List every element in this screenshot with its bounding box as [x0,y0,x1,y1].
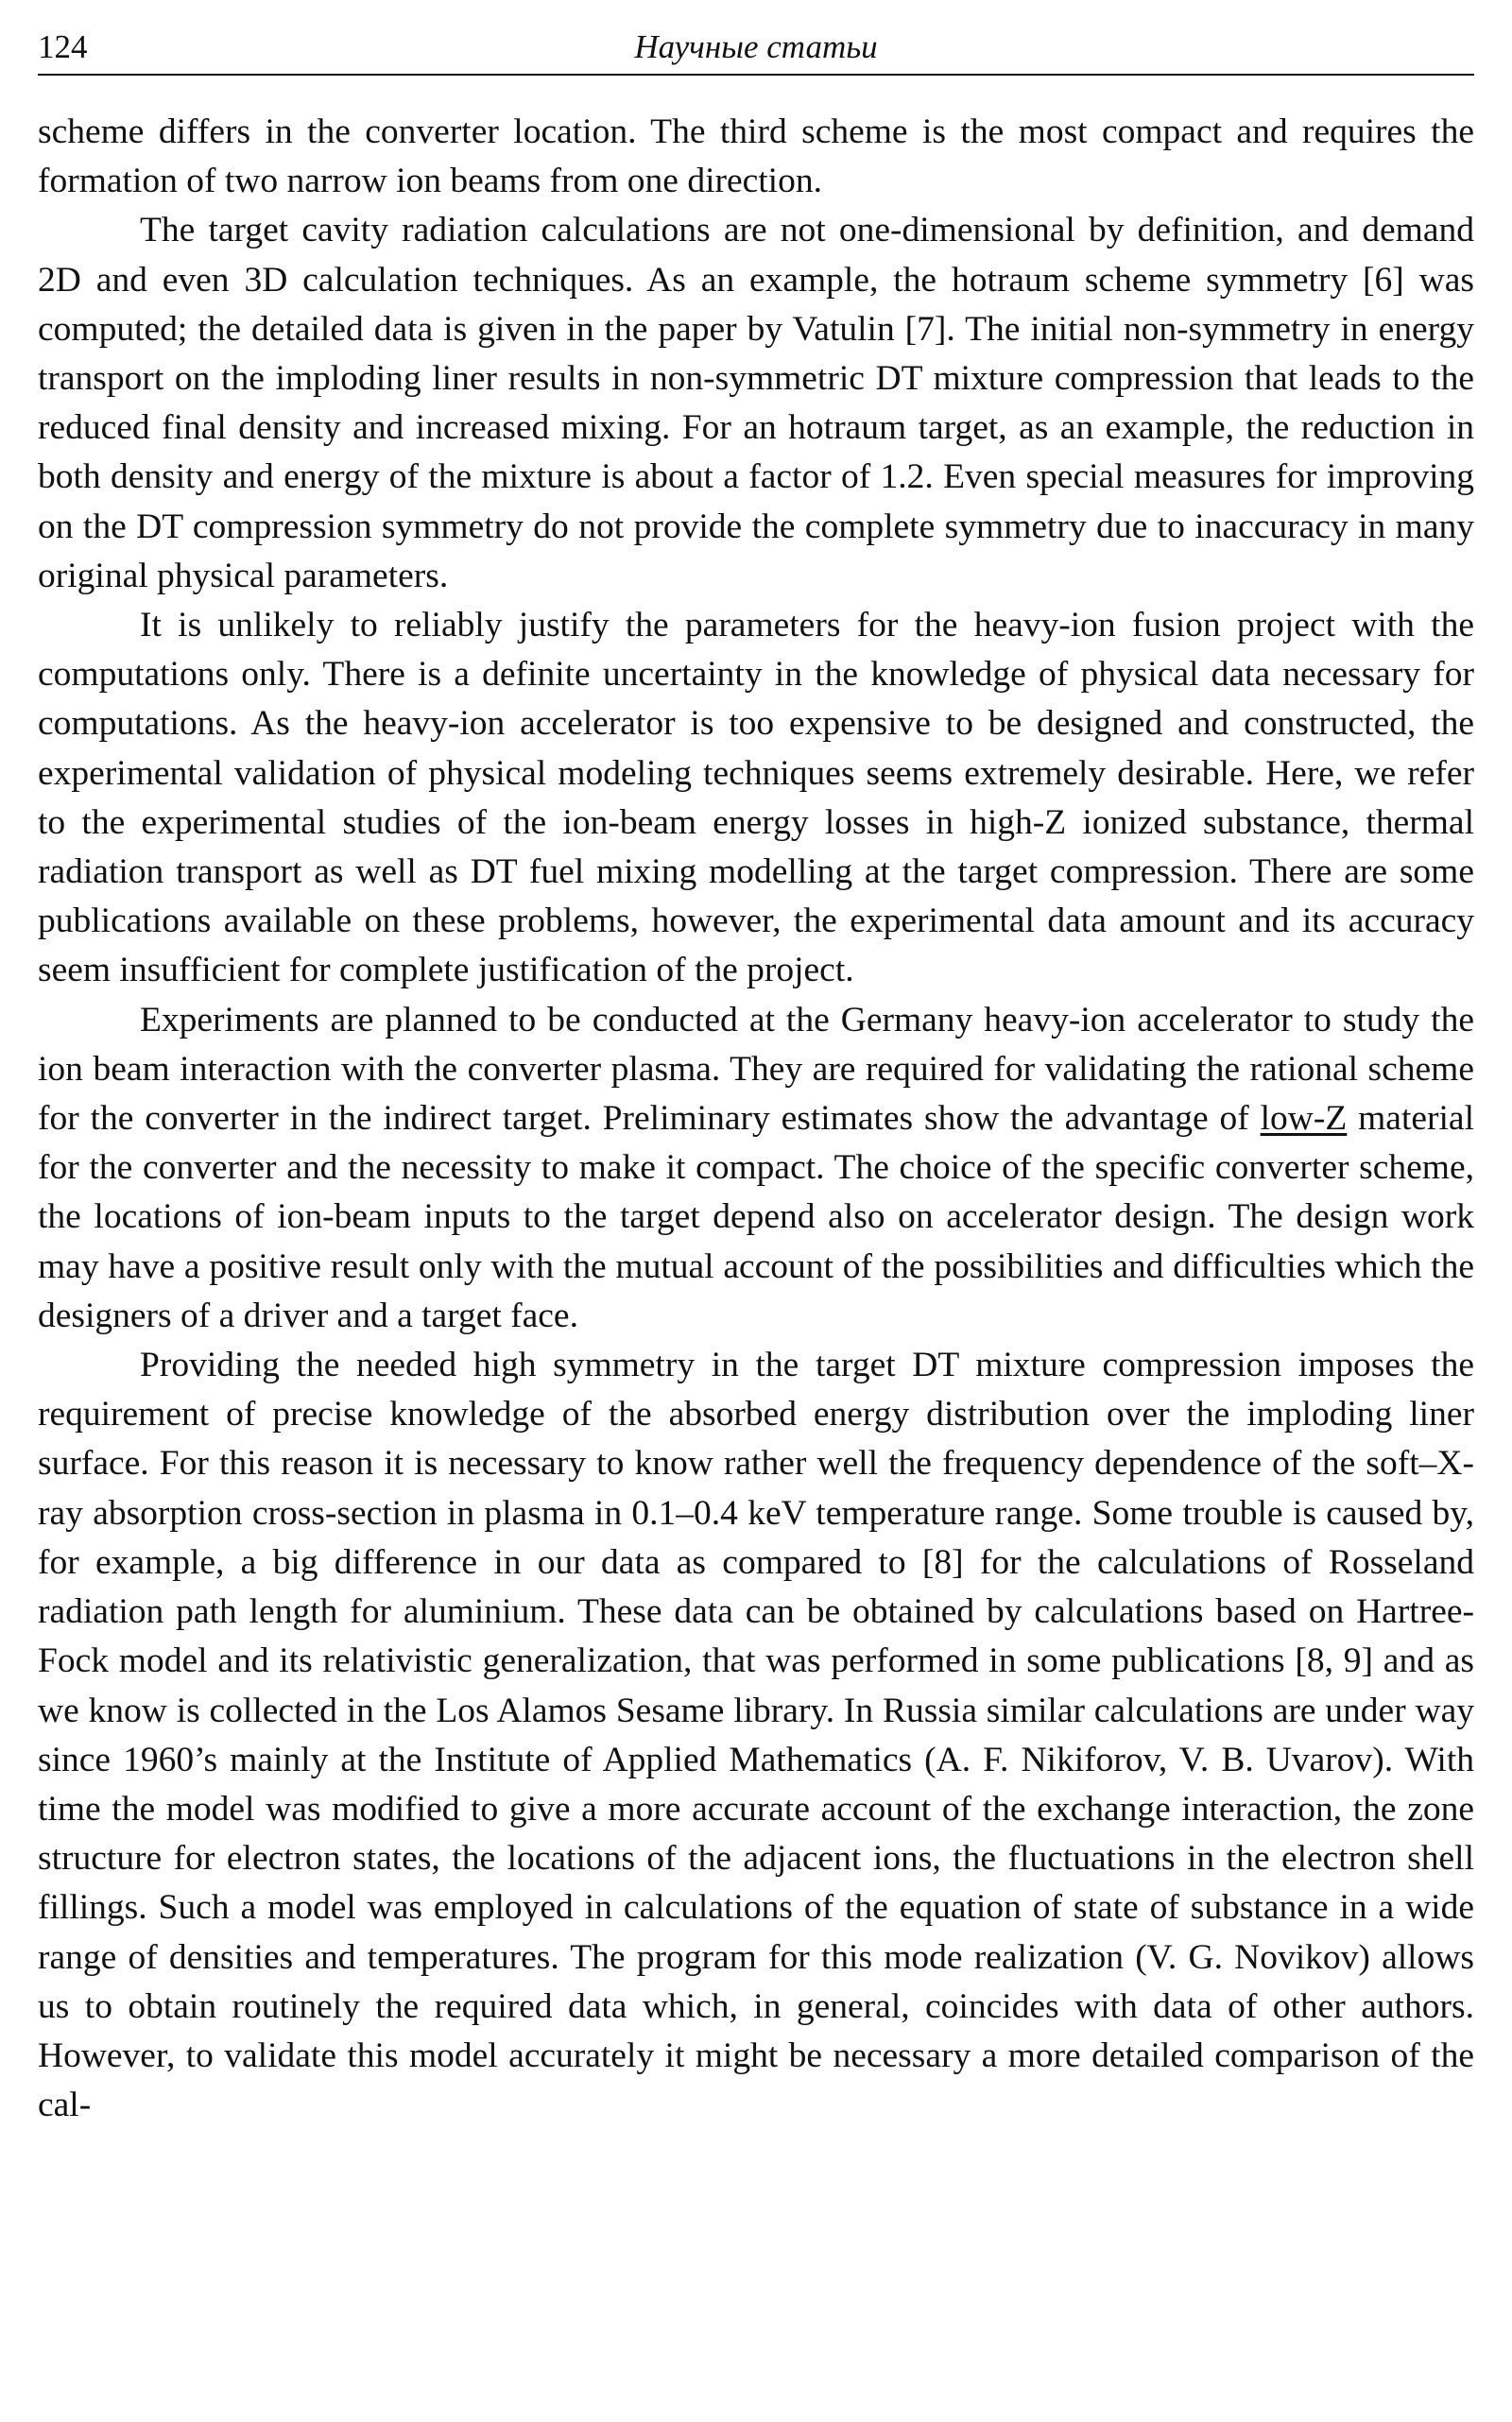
paragraph-symmetry: Providing the needed high symmetry in the target DT mixture compression imposes the requirement of precise knowledge of the absorbed energy distribution over the imploding liner surface. For this reason it is necessary to know rather well the frequency dependence of the soft–X-ray absorption cross-section in plasma in 0.1–0.4 keV temperature range. Some trouble is caused by, for example, a big difference in our data as compared to [8] for the calculations of Rosseland radiation path length for aluminium. These data can be obtained by calculations based on Hartree-Fock model and its relativistic generalization, that was performed in some publications [8, 9] and as we know is collected in the Los Alamos Sesame library. In Russia similar calculations are under way since 1960’s mainly at the Institute of Applied Mathematics (A. F. Nikiforov, V. B. Uvarov). With time the model was modified to give a more accurate account of the exchange interaction, the zone structure for electron states, the locations of the adjacent ions, the fluctuations in the electron shell fillings. Such a model was employed in calculations of the equation of state of substance in a wide range of densities and temperatures. The program for this mode realization (V. G. Novikov) allows us to obtain routinely the required data which, in general, coincides with data of other authors. However, to validate this model accurately it might be necessary a more detailed comparison of the cal- [38,1346,1474,2125]
experiments-text-end: material for the converter and the necessity to make it compact. The choice of the specific converter scheme, the locations of ion-beam inputs to the target depend also on accelerator design. The design work may have a positive result only with the mutual account of the possibilities and difficulties which the designers of a driver and a target face. [38,1099,1474,1335]
section-title: Научные статьи [634,28,878,65]
running-header [38,25,1474,76]
paragraph-justification: It is unlikely to reliably justify the parameters for the heavy-ion fusion project with the computations only. There is a definite uncertainty in the knowledge of physical data necessary for computations. As the heavy-ion accelerator is too expensive to be designed and constructed, the experimental validation of physical modeling techniques seems extremely desirable. Here, we refer to the experimental studies of the ion-beam energy losses in high-Z ionized substance, thermal radiation transport as well as DT fuel mixing modelling at the target compression. There are some publications available on these problems, however, the experimental data amount and its accuracy seem insufficient for complete justification of the project. [38,606,1474,990]
article-body [38,108,1474,2130]
page-number: 124 [38,28,88,65]
underlined-term: low-Z [1260,1099,1348,1139]
experiments-text-start: Experiments are planned to be conducted at the Germany heavy-ion accelerator to study the ion beam interaction with the converter plasma. They are required for validating the rational scheme for the converter in the indirect target. Preliminary estimates show the advantage of [38,1000,1474,1139]
document-page [38,25,1474,2130]
paragraph-experiments [38,996,1474,1341]
paragraph-continuation: scheme differs in the converter location. The third scheme is the most compact and requires the formation of two narrow ion beams from one direction. [38,112,1474,201]
paragraph-cavity-radiation: The target cavity radiation calculations are not one-dimensional by definition, and demand 2D and even 3D calculation techniques. As an example, the hotraum scheme symmetry [6] was computed; the detailed data is given in the paper by Vatulin [7]. The initial non-symmetry in energy transport on the imploding liner results in non-symmetric DT mixture compression that leads to the reduced final density and increased mixing. For an hotraum target, as an example, the reduction in both density and energy of the mixture is about a factor of 1.2. Even special measures for improving on the DT compression symmetry do not provide the complete symmetry due to inaccuracy in many original physical parameters. [38,211,1474,595]
